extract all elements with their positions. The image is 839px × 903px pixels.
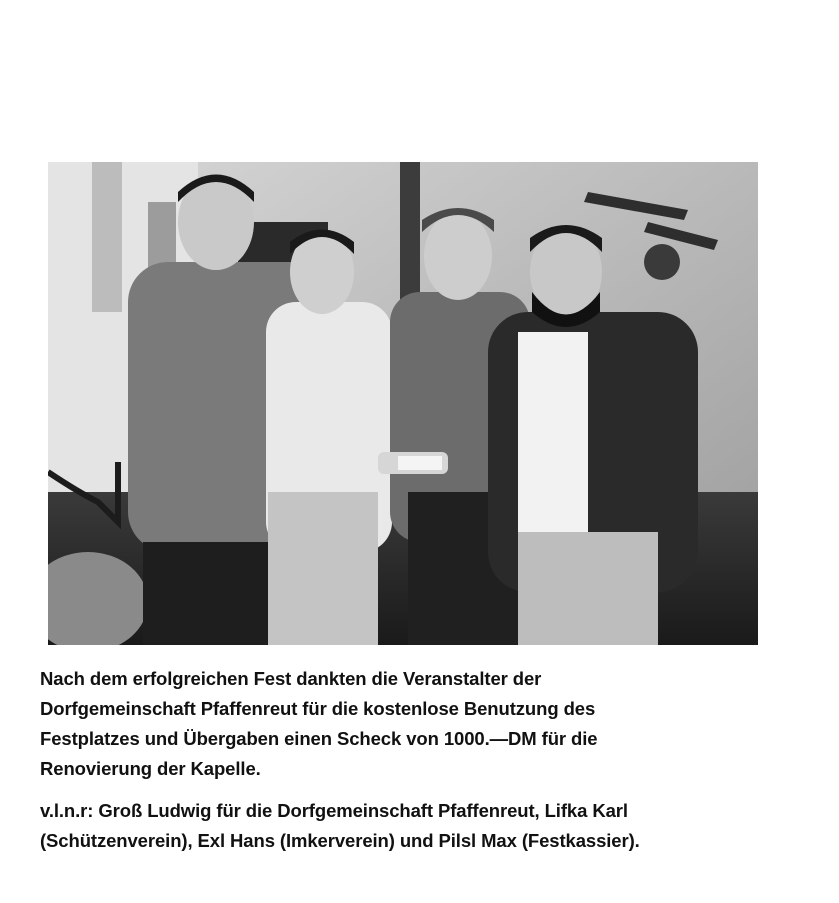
caption-line: Festplatzes und Übergaben einen Scheck von 1000.—DM für die — [40, 728, 598, 749]
window-frame — [92, 162, 122, 312]
caption-line: Dorfgemeinschaft Pfaffenreut für die kostenlose Benutzung des — [40, 698, 596, 719]
wall-clock — [644, 244, 680, 280]
photo-caption — [40, 664, 800, 856]
caption-line: (Schützenverein), Exl Hans (Imkerverein) und Pilsl Max (Festkassier). — [40, 830, 640, 851]
caption-paragraph-2 — [40, 796, 800, 856]
group-photo-illustration — [48, 162, 758, 645]
caption-paragraph-1 — [40, 664, 800, 784]
group-photo — [48, 162, 758, 645]
caption-line: Renovierung der Kapelle. — [40, 758, 261, 779]
caption-line: Nach dem erfolgreichen Fest dankten die Veranstalter der — [40, 668, 542, 689]
caption-line: v.l.n.r: Groß Ludwig für die Dorfgemeinschaft Pfaffenreut, Lifka Karl — [40, 800, 628, 821]
cheque-handover — [378, 452, 448, 474]
